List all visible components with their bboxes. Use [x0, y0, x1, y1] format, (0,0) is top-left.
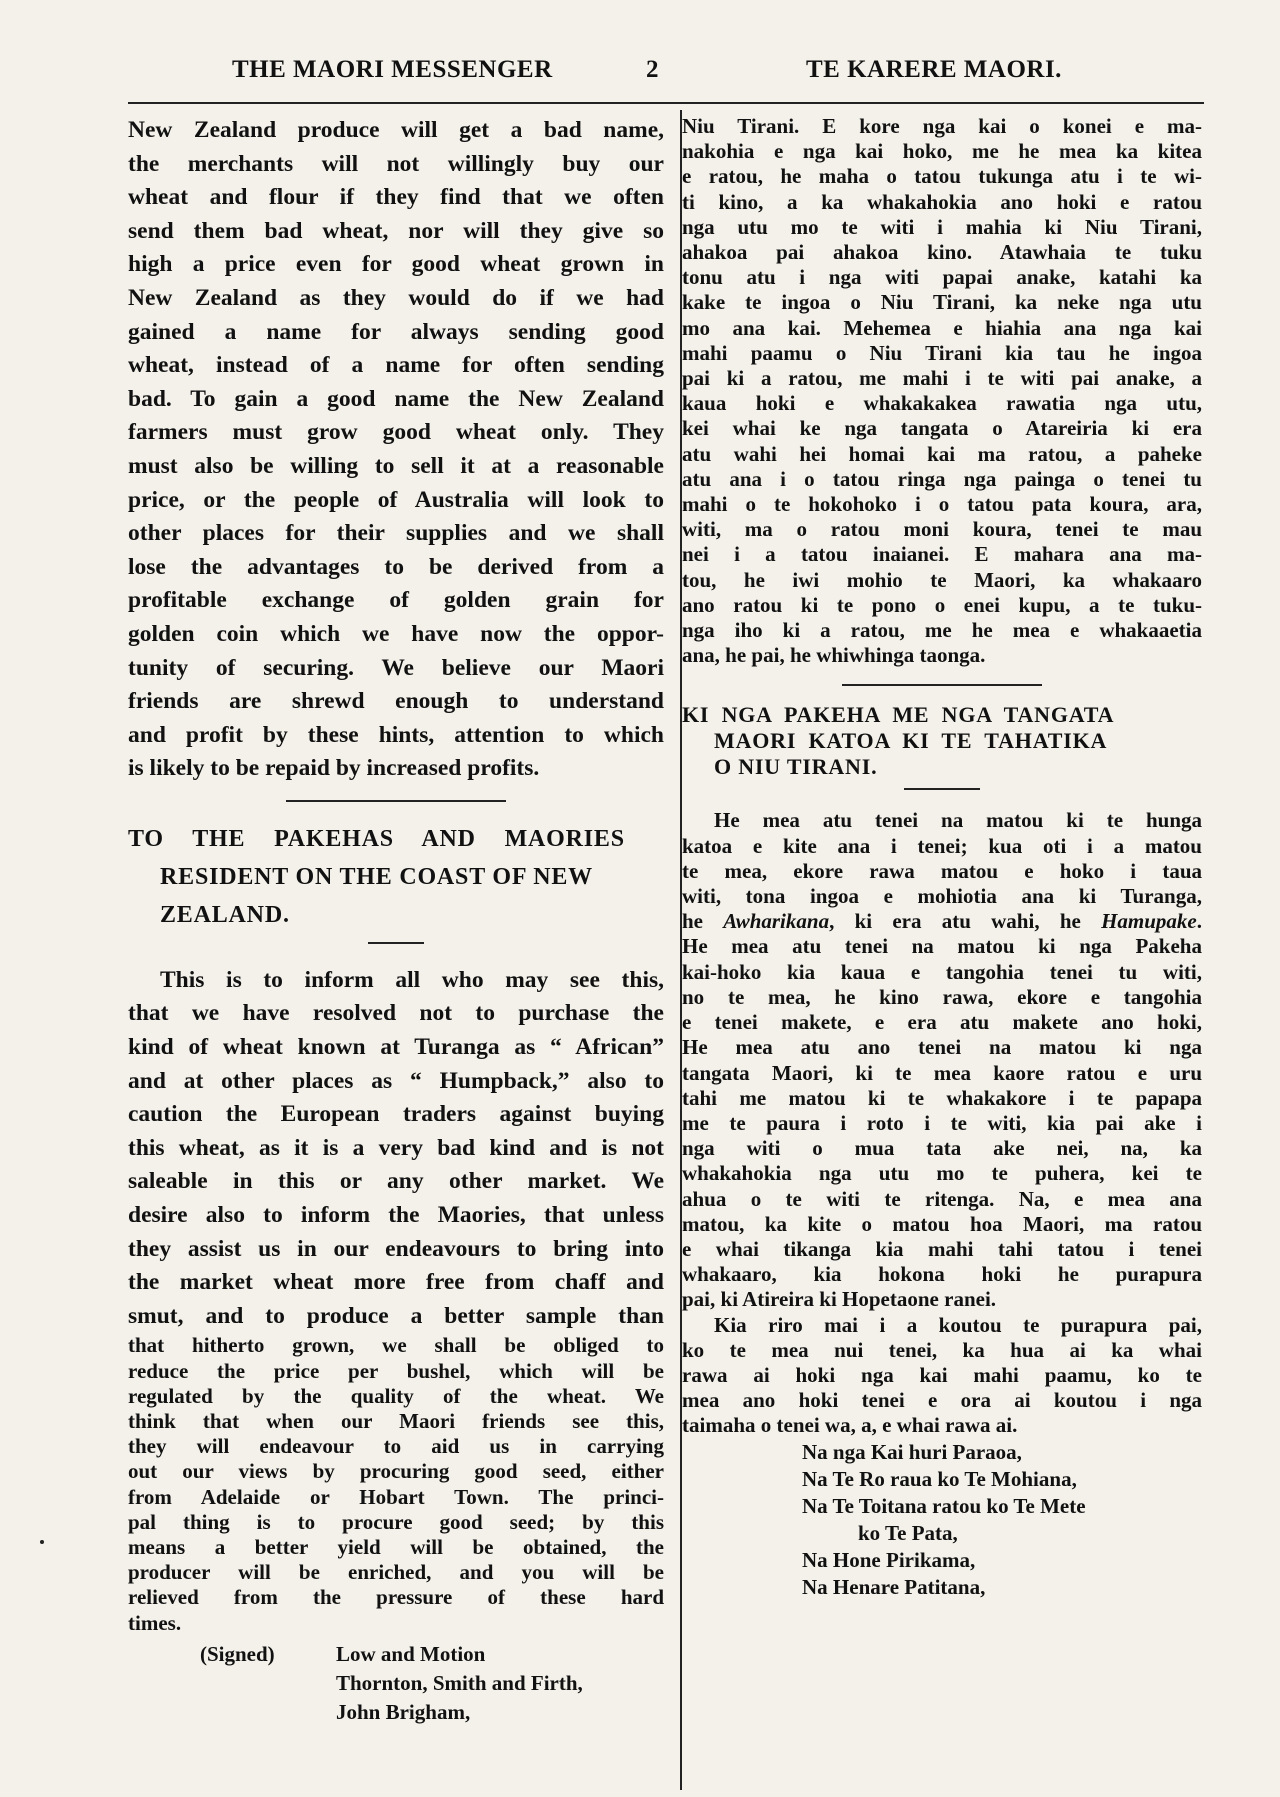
text-line: times. [128, 1610, 182, 1635]
text-line: This is to inform all who may see this, [160, 966, 664, 993]
text-line: mahi o te hokohoko i o tatou pata koura, ara, [682, 492, 1202, 517]
text-line: Kia riro mai i a koutou te purapura pai, [714, 1312, 1202, 1337]
text-line: nei i a tatou inaianei. E mahara ana ma- [682, 542, 1202, 567]
text-line: New Zealand as they would do if we had [128, 284, 664, 311]
text-line: mo ana kai. Mehemea e hiahia ana nga kai [682, 315, 1202, 340]
text-line: ahua o te witi te ritenga. Na, e mea ana [682, 1186, 1202, 1211]
print-speck [40, 1540, 44, 1544]
text-line: pal thing is to procure good seed; by this [128, 1509, 664, 1534]
text-line: witi, ma o ratou moni koura, tenei te mau [682, 517, 1202, 542]
heading-line: KI NGA PAKEHA ME NGA TANGATA [682, 702, 1115, 728]
maori-signer-list [682, 1439, 1202, 1601]
header-rule [128, 102, 1204, 104]
text-line: means a better yield will be obtained, the [128, 1535, 664, 1560]
text-line: kei whai ke nga tangata o Atareiria ki era [682, 416, 1202, 441]
text-line: that we have resolved not to purchase the [128, 1000, 664, 1027]
text-line: tangata Maori, ki te mea kaore ratou e uru [682, 1060, 1202, 1085]
text-line: and profit by these hints, attention to which [128, 721, 664, 748]
section-separator [286, 800, 506, 802]
text-line: out our views by procuring good seed, either [128, 1459, 664, 1484]
text-line: witi, tona ingoa e mohiotia ana ki Turanga, [682, 884, 1202, 909]
signer-name: Na Te Toitana ratou ko Te Mete [802, 1493, 1086, 1518]
signer-name: Na Hone Pirikama, [802, 1547, 976, 1572]
signer-name: John Brigham, [336, 1699, 471, 1724]
text-line: no te mea, he kino rawa, ekore e tangohia [682, 984, 1202, 1009]
section-separator [842, 684, 1042, 686]
text-line: mahi paamu o Niu Tirani kia tau he ingoa [682, 340, 1202, 365]
signer-name: Low and Motion [336, 1641, 486, 1666]
signer-list [336, 1640, 664, 1727]
wheat-name: Awharikana [723, 909, 830, 934]
text-line: from Adelaide or Hobart Town. The princi- [128, 1484, 664, 1509]
text-line: that hitherto grown, we shall be obliged to [128, 1333, 664, 1358]
text-line: ahakoa pai ahakoa kino. Atawhaia te tuku [682, 240, 1202, 265]
text-line: pai, ki Atireira ki Hopetaone ranei. [682, 1287, 997, 1312]
text-line: tonu atu i nga witi papai anake, katahi ka [682, 265, 1202, 290]
text-line: nga iho ki a ratou, me he mea e whakaaetia [682, 618, 1202, 643]
text-line: New Zealand produce will get a bad name, [128, 117, 664, 143]
text-line: rawa ai hoki nga kai mahi paamu, ko te [682, 1362, 1202, 1387]
text-line: tunity of securing. We believe our Maori [128, 654, 664, 681]
text-line: kaua hoki e whakakakea rawatia nga utu, [682, 391, 1202, 416]
english-notice-body-cont [128, 1333, 664, 1635]
text-line: producer will be enriched, and you will be [128, 1560, 664, 1585]
maori-notice-body-2 [682, 1313, 1202, 1439]
text-line: caution the European traders against buying [128, 1101, 664, 1128]
text-line: profitable exchange of golden grain for [128, 587, 664, 614]
text-line: gained a name for always sending good [128, 318, 664, 345]
text-line: the market wheat more free from chaff and [128, 1269, 664, 1296]
text-line: katoa e kite ana i tenei; kua oti i a matou [682, 833, 1202, 858]
english-signature [128, 1640, 664, 1727]
text-line: kake te ingoa o Niu Tirani, ka neke nga utu [682, 290, 1202, 315]
text-line: they will endeavour to aid us in carrying [128, 1434, 664, 1459]
text-line: pai ki a ratou, me mahi i te witi pai anake, a [682, 366, 1202, 391]
text-line: kai-hoko kia kaua e tangohia tenei tu witi, [682, 959, 1202, 984]
heading-line: RESIDENT ON THE COAST OF NEW [160, 863, 593, 890]
text-line: atu ana i o tatou ringa nga painga o tenei tu [682, 466, 1202, 491]
text-line: mea ano hoki tenei e ora ai koutou i nga [682, 1388, 1202, 1413]
text-line: whakaaro, kia hokona hoki he purapura [682, 1262, 1202, 1287]
header-title-maori: TE KARERE MAORI. [806, 56, 1062, 83]
wheat-name: Hamupake [1101, 909, 1197, 934]
heading-line: O NIU TIRANI. [714, 754, 878, 780]
text-line: wheat and flour if they find that we often [128, 184, 664, 211]
text-line: high a price even for good wheat grown in [128, 251, 664, 278]
heading-line: TO THE PAKEHAS AND MAORIES [128, 825, 625, 852]
english-article-continued [128, 114, 664, 786]
text-line: price, or the people of Australia will look to [128, 486, 664, 513]
text-line: He mea atu tenei na matou ki nga Pakeha [682, 934, 1202, 959]
text-line: tahi me matou ki te whakakore i te papapa [682, 1085, 1202, 1110]
text-line: friends are shrewd enough to understand [128, 688, 664, 715]
text-line: He mea atu tenei na matou ki te hunga [714, 808, 1202, 833]
text-line: the merchants will not willingly buy our [128, 150, 664, 177]
text-line: send them bad wheat, nor will they give so [128, 217, 664, 244]
text-line: atu wahi hei homai kai ma ratou, a paheke [682, 441, 1202, 466]
header-title-english: THE MAORI MESSENGER [232, 56, 553, 83]
text-line: lose the advantages to be derived from a [128, 553, 664, 580]
text-line: e ratou, he maha o tatou tukunga atu i te wi- [682, 164, 1202, 189]
signed-label: (Signed) [200, 1641, 275, 1666]
text-line: saleable in this or any other market. We [128, 1168, 664, 1195]
page-number: 2 [646, 56, 659, 83]
signer-name: ko Te Pata, [858, 1520, 958, 1545]
text-line: is likely to be repaid by increased profits. [128, 755, 540, 782]
page-header [0, 56, 1280, 96]
text-line: wheat, instead of a name for often sending [128, 352, 664, 379]
text-line: they assist us in our endeavours to bring into [128, 1235, 664, 1262]
text-line: nga utu mo te witi i mahia ki Niu Tirani, [682, 214, 1202, 239]
text-line: e whai tikanga kia mahi tahi tatou i tenei [682, 1236, 1202, 1261]
text-line: bad. To gain a good name the New Zealand [128, 385, 664, 412]
maori-notice-body [682, 808, 1202, 1312]
maori-column [682, 114, 1202, 1601]
english-notice-heading [128, 820, 664, 934]
text-line: me te paura i roto i te witi, kia pai ake i [682, 1110, 1202, 1135]
text-line: nga witi o mua tata ake nei, na, ka [682, 1136, 1202, 1161]
heading-line: ZEALAND. [160, 901, 290, 928]
text-line: must also be willing to sell it at a reasonable [128, 452, 664, 479]
heading-line: MAORI KATOA KI TE TAHATIKA [714, 728, 1108, 754]
text-line: ana, he pai, he whiwhinga taonga. [682, 643, 986, 668]
text-line: desire also to inform the Maories, that unless [128, 1202, 664, 1229]
text-line: regulated by the quality of the wheat. We [128, 1383, 664, 1408]
text-line: this wheat, as it is a very bad kind and is not [128, 1134, 664, 1161]
text-line: ti kino, a ka whakahokia ano hoki e ratou [682, 189, 1202, 214]
text-line: taimaha o tenei wa, a, e whai rawa ai. [682, 1413, 1018, 1438]
english-column [128, 114, 664, 1727]
text-line: think that when our Maori friends see this, [128, 1409, 664, 1434]
maori-notice-heading [682, 702, 1202, 780]
text-line: reduce the price per bushel, which will be [128, 1358, 664, 1383]
signer-name: Na Te Ro raua ko Te Mohiana, [802, 1466, 1077, 1491]
text-line: tou, he iwi mohio te Maori, ka whakaaro [682, 567, 1202, 592]
text-line: matou, ka kite o matou hoa Maori, ma ratou [682, 1211, 1202, 1236]
text-line: te mea, ekore rawa matou e hoko i taua [682, 858, 1202, 883]
text-line: farmers must grow good wheat only. They [128, 419, 664, 446]
signer-name: Thornton, Smith and Firth, [336, 1670, 583, 1695]
signer-name: Na Henare Patitana, [802, 1574, 986, 1599]
text-line: Niu Tirani. E kore nga kai o konei e ma- [682, 114, 1202, 138]
short-separator [904, 788, 980, 790]
english-notice-body [128, 964, 664, 1334]
text-line: relieved from the pressure of these hard [128, 1585, 664, 1610]
signer-name: Na nga Kai huri Paraoa, [802, 1439, 1022, 1464]
text-line: golden coin which we have now the oppor- [128, 620, 664, 647]
text-line: He mea atu ano tenei na matou ki nga [682, 1035, 1202, 1060]
text-line: kind of wheat known at Turanga as “ African” [128, 1034, 664, 1061]
text-line: whakahokia nga utu mo te puhera, kei te [682, 1161, 1202, 1186]
text-line: ano ratou ki te pono o enei kupu, a te tuku- [682, 592, 1202, 617]
text-line: ko te mea nui tenei, ka hua ai ka whai [682, 1337, 1202, 1362]
text-line: nakohia e nga kai hoko, me he mea ka kitea [682, 139, 1202, 164]
maori-article-continued [682, 114, 1202, 668]
text-line: e tenei makete, e era atu makete ano hoki, [682, 1010, 1202, 1035]
text-line: and at other places as “ Humpback,” also to [128, 1067, 664, 1094]
short-separator [368, 942, 424, 944]
text-line: smut, and to produce a better sample than [128, 1302, 664, 1329]
text-line: other places for their supplies and we shall [128, 520, 664, 547]
text-line: he Awharikana, ki era atu wahi, he Hamupake. [682, 909, 1202, 934]
